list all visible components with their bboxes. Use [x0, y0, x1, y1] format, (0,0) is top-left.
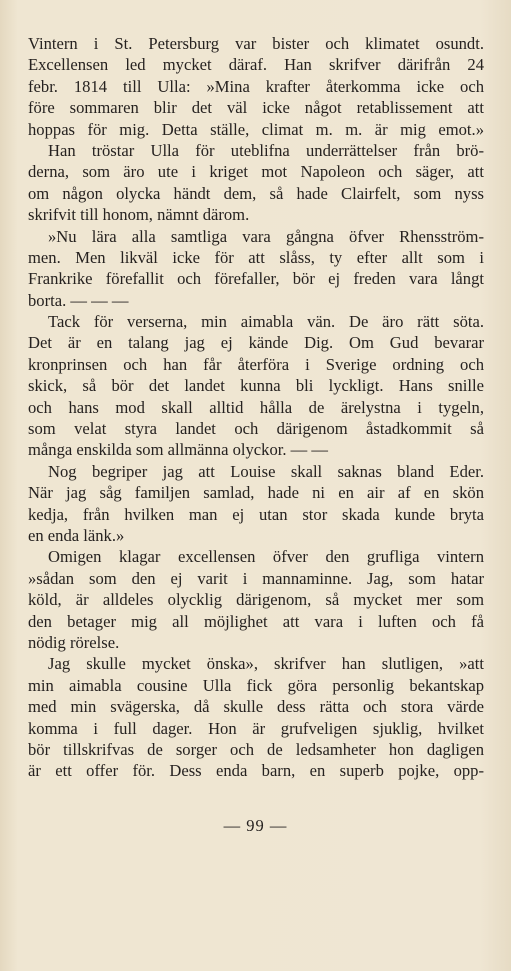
text-line: med min svägerska, då skulle dess rätta och stora värde [28, 697, 484, 717]
text-line: »Nu lära alla samtliga vara gångna öfver Rhensström- [48, 226, 484, 246]
text-line: men. Men likväl icke för att slåss, ty efter allt som i [28, 247, 484, 267]
text-line: »sådan som den ej varit i mannaminne. Jag, som hatar [28, 568, 484, 588]
text-line: är ett offer för. Dess enda barn, en superb pojke, opp- [28, 761, 484, 781]
text-line: Frankrike förefallit och förefaller, bör ej freden vara långt [28, 269, 484, 289]
text-line: bör tillskrifvas de sorger och de ledsamheter hon dagligen [28, 739, 484, 759]
text-line: Omigen klagar excellensen öfver den grufliga vintern [48, 547, 484, 567]
text-line: före sommaren blir det väl icke något retablissement att [28, 98, 484, 118]
text-line: många enskilda som allmänna olyckor. — — [28, 440, 329, 460]
text-line: borta. — — — [28, 290, 129, 310]
text-line: hoppas för mig. Detta ställe, climat m. m. är mig emot.» [28, 119, 484, 139]
text-line: Vintern i St. Petersburg var bister och klimatet osundt. [28, 34, 484, 53]
text-line: köld, är alldeles olycklig därigenom, så mycket mer som [28, 590, 484, 610]
text-line: Jag skulle mycket önska», skrifver han slutligen, »att [48, 654, 484, 674]
text-line: derna, som äro ute i kriget mot Napoleon och säger, att [28, 162, 484, 182]
text-line: och hans mod skall alltid hålla de ärelystna i tygeln, [28, 397, 484, 417]
text-line: en enda länk.» [28, 525, 125, 545]
text-line: skick, så bör det landet kunna bli lyckligt. Hans snille [28, 376, 484, 396]
text-line: Excellensen led mycket däraf. Han skrifver därifrån 24 [28, 55, 484, 75]
page-number: — 99 — [223, 816, 288, 835]
text-line: nödig rörelse. [28, 632, 120, 652]
text-line: den betager mig all möjlighet att vara i luften och få [28, 611, 484, 631]
text-line: kronprinsen och han får återföra i Sverige ordning och [28, 354, 484, 374]
text-line: komma i full dager. Hon är grufveligen sjuklig, hvilket [28, 718, 484, 738]
text-line: min aimabla cousine Ulla fick göra personlig bekantskap [28, 675, 484, 695]
text-line: Han tröstar Ulla för uteblifna underrättelser från brö- [48, 140, 484, 160]
text-line: Nog begriper jag att Louise skall saknas bland Eder. [48, 461, 484, 481]
text-line: När jag såg familjen samlad, hade ni en air af en skön [28, 483, 484, 503]
text-line: om någon olycka händt dem, så hade Clairfelt, som nyss [28, 183, 484, 203]
text-line: febr. 1814 till Ulla: »Mina krafter återkomma icke och [28, 76, 484, 96]
text-line: Tack för verserna, min aimabla vän. De äro rätt söta. [48, 312, 484, 332]
body-text [28, 33, 484, 782]
text-line: skrifvit till honom, nämnt därom. [28, 205, 250, 225]
text-line: Det är en talang jag ej kände Dig. Om Gud bevarar [28, 333, 484, 353]
text-line: som velat styra landet och därigenom åstadkommit så [28, 419, 484, 439]
text-line: kedja, från hvilken man ej utan stor skada kunde bryta [28, 504, 484, 524]
